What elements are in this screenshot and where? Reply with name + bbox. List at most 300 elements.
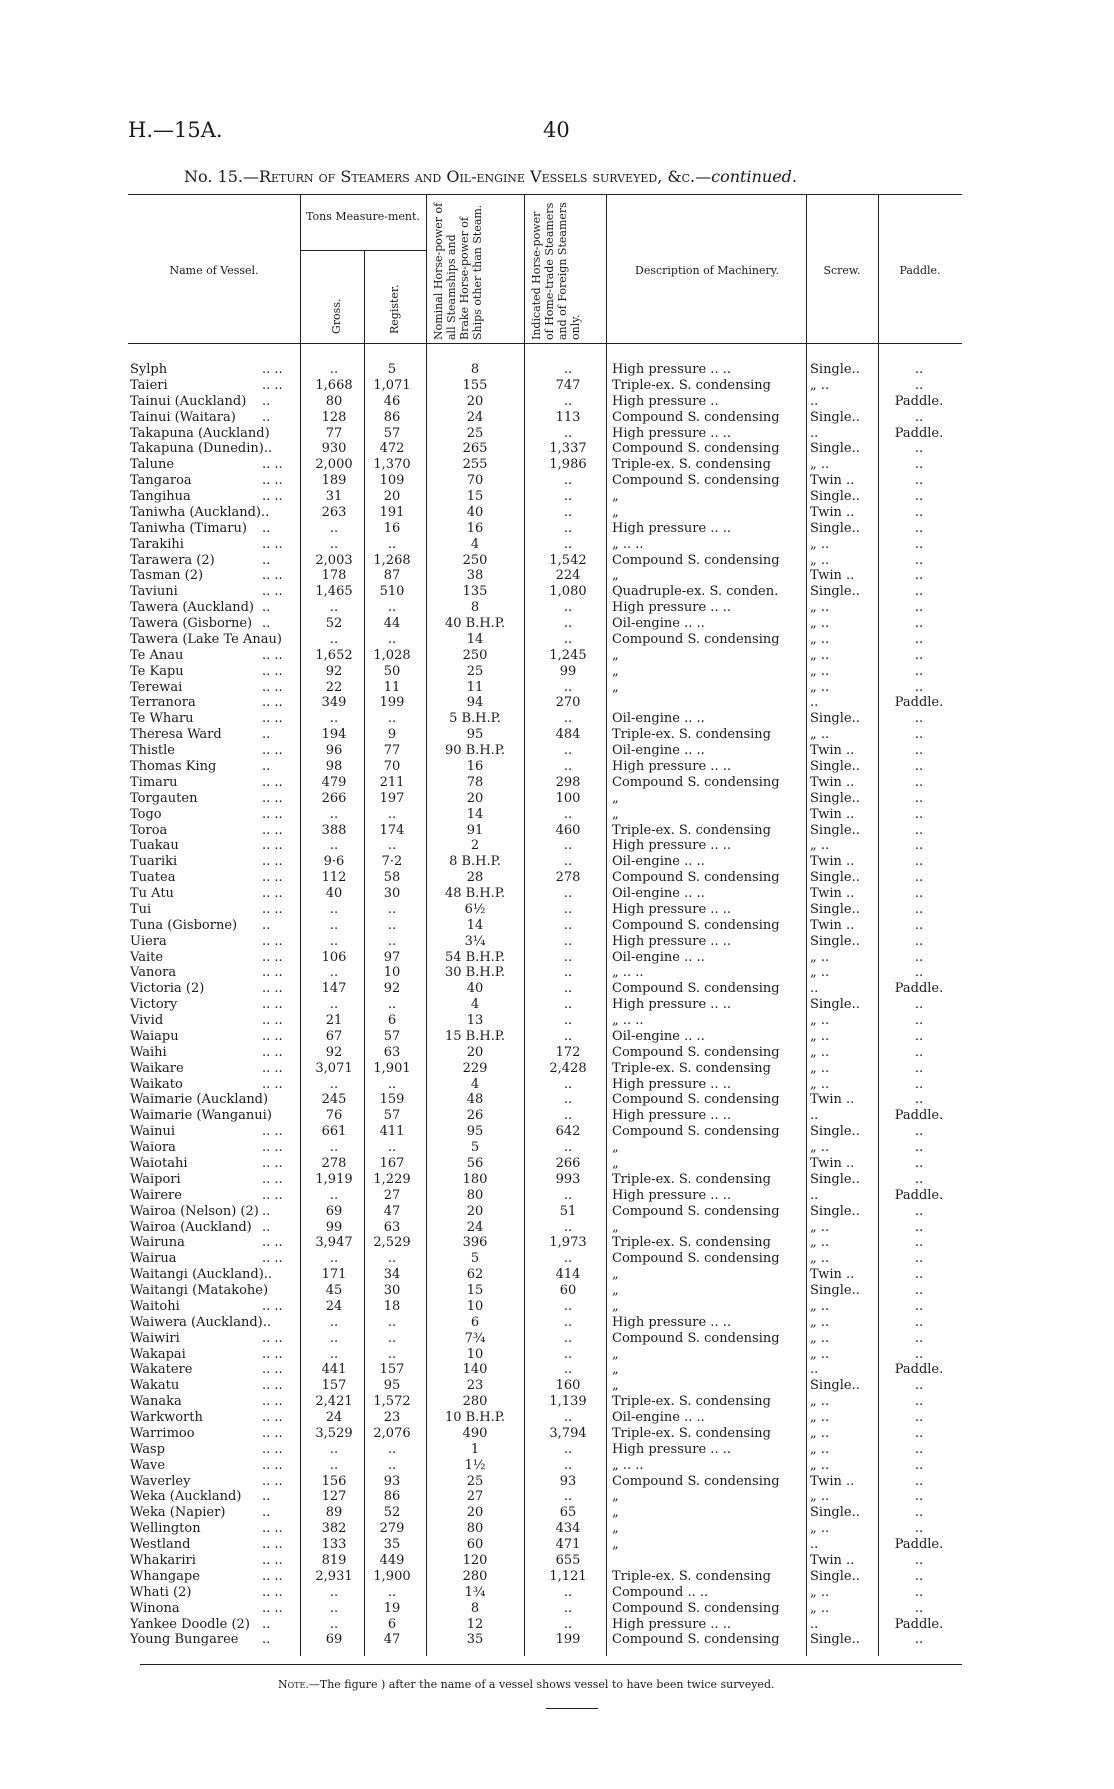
machinery: Triple-ex. S. condensing	[612, 1568, 771, 1584]
paddle: ..	[914, 1441, 924, 1457]
nominal-hp: 1½	[464, 1457, 486, 1473]
nominal-hp: 60	[466, 1537, 484, 1553]
nominal-hp: 90 B.H.P.	[444, 743, 506, 759]
gross-tons: 3,529	[315, 1425, 353, 1441]
machinery: High pressure .. ..	[612, 759, 731, 774]
table-row	[0, 1378, 1114, 1394]
screw: „ ..	[810, 1489, 830, 1505]
paddle: ..	[914, 759, 924, 774]
nominal-hp: 10	[466, 1298, 484, 1314]
machinery: „	[612, 1267, 619, 1283]
paddle: ..	[914, 552, 924, 568]
gross-tons: ..	[329, 838, 339, 854]
table-row	[0, 426, 1114, 442]
register-tons: 19	[383, 1600, 401, 1616]
register-tons: 47	[383, 1203, 401, 1219]
leader-dots: .. ..	[262, 568, 283, 584]
vessel-name: Taieri	[130, 377, 168, 393]
vessel-name: Tawera (Gisborne)	[130, 616, 253, 632]
machinery: Triple-ex. S. condensing	[612, 1425, 771, 1441]
indicated-hp: ..	[563, 1140, 573, 1156]
machinery: „ .. ..	[612, 1013, 644, 1029]
gross-tons: 388	[321, 822, 347, 838]
vessel-name: Young Bungaree	[130, 1632, 239, 1648]
indicated-hp: 414	[555, 1267, 581, 1283]
machinery: Compound S. condensing	[612, 1632, 780, 1648]
leader-dots: .. ..	[262, 1473, 283, 1489]
gross-tons: ..	[329, 536, 339, 552]
table-row	[0, 1029, 1114, 1045]
vessel-name: Tu Atu	[130, 886, 174, 902]
table-row	[0, 775, 1114, 791]
indicated-hp: 172	[555, 1044, 581, 1060]
vessel-name: Thistle	[130, 743, 175, 759]
col-header-machinery: Description of Machinery.	[635, 264, 779, 277]
table-row	[0, 616, 1114, 632]
leader-dots: .. ..	[262, 1076, 283, 1092]
leader-dots: .. ..	[262, 1298, 283, 1314]
table-row	[0, 1283, 1114, 1299]
machinery: „	[612, 1521, 619, 1537]
register-tons: ..	[387, 1441, 397, 1457]
table-row	[0, 1632, 1114, 1648]
vessel-name: Waitohi	[130, 1298, 180, 1314]
screw: Single..	[810, 584, 860, 600]
nominal-hp: 23	[466, 1378, 484, 1394]
screw: „ ..	[810, 1346, 830, 1362]
register-tons: 1,071	[373, 377, 411, 393]
top-rule	[128, 194, 962, 195]
leader-dots: .. ..	[262, 901, 283, 917]
vessel-name: Torgauten	[130, 790, 198, 806]
machinery: Compound .. ..	[612, 1584, 709, 1600]
vessel-name: Theresa Ward	[130, 727, 222, 743]
paddle: ..	[914, 917, 924, 933]
register-tons: 86	[383, 1489, 401, 1505]
gross-tons: 69	[325, 1203, 343, 1219]
paddle: ..	[914, 536, 924, 552]
tons-sub-rule	[300, 250, 426, 251]
leader-dots: .. ..	[262, 933, 283, 949]
register-tons: 1,028	[373, 647, 411, 663]
machinery: Triple-ex. S. condensing	[612, 1060, 771, 1076]
table-row	[0, 441, 1114, 457]
leader-dots: .. ..	[262, 1330, 283, 1346]
table-row	[0, 1315, 1114, 1331]
screw: ..	[810, 695, 819, 711]
leader-dots: ..	[262, 552, 271, 568]
table-row	[0, 1188, 1114, 1204]
gross-tons: ..	[329, 1330, 339, 1346]
paddle: ..	[914, 1028, 924, 1044]
gross-tons: ..	[329, 1441, 339, 1457]
leader-dots: .. ..	[262, 1235, 283, 1251]
col-header-gross: Gross.	[330, 298, 343, 334]
leader-dots: .. ..	[262, 886, 283, 902]
machinery: Oil-engine .. ..	[612, 1028, 705, 1044]
nominal-hp: 8	[470, 600, 480, 616]
register-tons: 50	[383, 663, 401, 679]
leader-dots: .. ..	[262, 838, 283, 854]
register-tons: 191	[379, 504, 405, 520]
table-row	[0, 711, 1114, 727]
nominal-hp: 30 B.H.P.	[444, 965, 506, 981]
nominal-hp: 490	[462, 1425, 488, 1441]
table-row	[0, 505, 1114, 521]
nominal-hp: 3¼	[464, 933, 486, 949]
leader-dots: .. ..	[262, 1044, 283, 1060]
register-tons: 1,229	[373, 1171, 411, 1187]
gross-tons: 92	[325, 1044, 343, 1060]
register-tons: 10	[383, 965, 401, 981]
paddle: ..	[914, 1298, 924, 1314]
nominal-hp: 24	[466, 1219, 484, 1235]
register-tons: 1,370	[373, 457, 411, 473]
vessel-name: Vivid	[130, 1013, 164, 1029]
register-tons: 411	[379, 1124, 405, 1140]
leader-dots: .. ..	[262, 1156, 283, 1171]
register-tons: 2,529	[373, 1235, 411, 1251]
nominal-hp: 20	[466, 393, 484, 409]
screw: Single..	[810, 711, 860, 727]
table-row	[0, 1061, 1114, 1077]
nominal-hp: 54 B.H.P.	[444, 949, 506, 965]
paddle: ..	[914, 504, 924, 520]
leader-dots: .. ..	[262, 362, 283, 377]
register-tons: ..	[387, 1457, 397, 1473]
table-row	[0, 1458, 1114, 1474]
leader-dots: ..	[262, 1219, 271, 1235]
paddle: ..	[914, 1553, 924, 1568]
gross-tons: 112	[321, 870, 347, 886]
table-row	[0, 394, 1114, 410]
leader-dots: .. ..	[262, 1394, 283, 1410]
indicated-hp: 51	[559, 1203, 577, 1219]
nominal-hp: 5 B.H.P.	[449, 711, 501, 727]
vessel-name: Weka (Napier)	[130, 1505, 226, 1521]
gross-tons: 127	[321, 1489, 347, 1505]
paddle: ..	[914, 1410, 924, 1426]
gross-tons: 479	[321, 774, 347, 790]
table-row	[0, 807, 1114, 823]
indicated-hp: ..	[563, 1298, 573, 1314]
table-row	[0, 1569, 1114, 1585]
machinery: „	[612, 1346, 619, 1362]
leader-dots: ..	[262, 409, 271, 425]
paddle: ..	[914, 997, 924, 1013]
leader-dots: ..	[262, 917, 271, 933]
machinery: „ .. ..	[612, 536, 644, 552]
gross-tons: 99	[325, 1219, 343, 1235]
register-tons: ..	[387, 838, 397, 854]
vessel-name: Toroa	[130, 822, 168, 838]
table-row	[0, 997, 1114, 1013]
nominal-hp: 255	[462, 457, 488, 473]
indicated-hp: 270	[555, 695, 581, 711]
register-tons: ..	[387, 901, 397, 917]
gross-tons: 278	[321, 1156, 347, 1171]
nominal-hp: 25	[466, 663, 484, 679]
leader-dots: .. ..	[262, 1013, 283, 1029]
leader-dots: .. ..	[262, 1378, 283, 1394]
gross-tons: ..	[329, 1600, 339, 1616]
table-row	[0, 1585, 1114, 1601]
gross-tons: 40	[325, 886, 343, 902]
nominal-hp: 40	[466, 504, 484, 520]
indicated-hp: ..	[563, 616, 573, 632]
leader-dots: .. ..	[262, 870, 283, 886]
table-row	[0, 950, 1114, 966]
leader-dots: .. ..	[262, 743, 283, 759]
table-row	[0, 410, 1114, 426]
machinery: „	[612, 568, 619, 584]
screw: Single..	[810, 409, 860, 425]
paddle: ..	[914, 1140, 924, 1156]
screw: ..	[810, 981, 819, 997]
register-tons: 57	[383, 1028, 401, 1044]
register-tons: 197	[379, 790, 405, 806]
register-tons: ..	[387, 1330, 397, 1346]
paddle: ..	[914, 1584, 924, 1600]
screw: „ ..	[810, 727, 830, 743]
screw: ..	[810, 1108, 819, 1124]
indicated-hp: 1,542	[549, 552, 587, 568]
screw: „ ..	[810, 1410, 830, 1426]
paddle: ..	[914, 441, 924, 457]
register-tons: ..	[387, 1076, 397, 1092]
vessel-name: Wairuna	[130, 1235, 185, 1251]
machinery: „	[612, 489, 619, 505]
table-row	[0, 1156, 1114, 1172]
indicated-hp: ..	[563, 1600, 573, 1616]
screw: „ ..	[810, 631, 830, 647]
gross-tons: 45	[325, 1283, 343, 1299]
indicated-hp: 471	[555, 1537, 581, 1553]
table-row	[0, 981, 1114, 997]
screw: ..	[810, 1187, 819, 1203]
screw: „ ..	[810, 1394, 830, 1410]
nominal-hp: 280	[462, 1394, 488, 1410]
gross-tons: 2,421	[315, 1394, 353, 1410]
table-row	[0, 1394, 1114, 1410]
vessel-name: Waimarie (Wanganui)	[130, 1108, 272, 1124]
machinery: „	[612, 1505, 619, 1521]
gross-tons: 22	[325, 679, 343, 695]
gross-tons: ..	[329, 711, 339, 727]
screw: „ ..	[810, 838, 830, 854]
paddle: ..	[914, 1314, 924, 1330]
table-row	[0, 743, 1114, 759]
paddle: ..	[914, 886, 924, 902]
gross-tons: ..	[329, 1584, 339, 1600]
register-tons: 70	[383, 759, 401, 774]
paddle: ..	[914, 1124, 924, 1140]
leader-dots: .. ..	[262, 1140, 283, 1156]
register-tons: 87	[383, 568, 401, 584]
register-tons: 449	[379, 1553, 405, 1568]
screw: „ ..	[810, 1219, 830, 1235]
nominal-hp: 265	[462, 441, 488, 457]
indicated-hp: ..	[563, 1219, 573, 1235]
machinery: Oil-engine .. ..	[612, 1410, 705, 1426]
gross-tons: 92	[325, 663, 343, 679]
leader-dots: .. ..	[262, 663, 283, 679]
nominal-hp: 62	[466, 1267, 484, 1283]
screw: Single..	[810, 870, 860, 886]
register-tons: 16	[383, 520, 401, 536]
register-tons: ..	[387, 1140, 397, 1156]
paddle: ..	[914, 774, 924, 790]
vessel-name: Whati (2)	[130, 1584, 192, 1600]
indicated-hp: ..	[563, 520, 573, 536]
nominal-hp: 56	[466, 1156, 484, 1171]
register-tons: 63	[383, 1044, 401, 1060]
paddle: ..	[914, 901, 924, 917]
indicated-hp: 160	[555, 1378, 581, 1394]
screw: Twin ..	[810, 1553, 855, 1568]
vessel-name: Tui	[130, 901, 152, 917]
machinery: Compound S. condensing	[612, 631, 780, 647]
table-row	[0, 838, 1114, 854]
screw: Single..	[810, 901, 860, 917]
leader-dots: .. ..	[262, 1251, 283, 1267]
paddle: ..	[914, 1076, 924, 1092]
gross-tons: ..	[329, 901, 339, 917]
nominal-hp: 11	[466, 679, 484, 695]
table-row	[0, 823, 1114, 839]
paddle: Paddle.	[894, 695, 944, 711]
table-row	[0, 1474, 1114, 1490]
nominal-hp: 48	[466, 1092, 484, 1108]
nominal-hp: 396	[462, 1235, 488, 1251]
nominal-hp: 38	[466, 568, 484, 584]
screw: Twin ..	[810, 568, 855, 584]
nominal-hp: 1	[470, 1441, 480, 1457]
indicated-hp: 747	[555, 377, 581, 393]
table-row	[0, 568, 1114, 584]
machinery: Oil-engine .. ..	[612, 886, 705, 902]
indicated-hp: ..	[563, 854, 573, 870]
paddle: Paddle.	[894, 1537, 944, 1553]
table-title	[184, 167, 797, 186]
vessel-name: Togo	[130, 806, 162, 822]
screw: „ ..	[810, 1013, 830, 1029]
indicated-hp: ..	[563, 1076, 573, 1092]
table-row	[0, 680, 1114, 696]
register-tons: 5	[387, 362, 397, 377]
screw: Single..	[810, 1505, 860, 1521]
screw: „ ..	[810, 1235, 830, 1251]
screw: Single..	[810, 1283, 860, 1299]
gross-tons: ..	[329, 1140, 339, 1156]
machinery: Triple-ex. S. condensing	[612, 1171, 771, 1187]
table-row	[0, 854, 1114, 870]
screw: Twin ..	[810, 1473, 855, 1489]
machinery: „	[612, 1362, 619, 1378]
gross-tons: 189	[321, 473, 347, 489]
register-tons: 7·2	[381, 854, 403, 870]
register-tons: 86	[383, 409, 401, 425]
vessel-name: Winona	[130, 1600, 180, 1616]
machinery: Compound S. condensing	[612, 1044, 780, 1060]
gross-tons: 194	[321, 727, 347, 743]
vessel-name: Waipori	[130, 1171, 181, 1187]
nominal-hp: 15 B.H.P.	[444, 1028, 506, 1044]
paddle: Paddle.	[894, 393, 944, 409]
indicated-hp: ..	[563, 425, 573, 441]
paddle: ..	[914, 727, 924, 743]
register-tons: 18	[383, 1298, 401, 1314]
machinery: High pressure .. ..	[612, 838, 731, 854]
indicated-hp: 1,986	[549, 457, 587, 473]
indicated-hp: 60	[559, 1283, 577, 1299]
table-row	[0, 1505, 1114, 1521]
gross-tons: 21	[325, 1013, 343, 1029]
indicated-hp: ..	[563, 536, 573, 552]
register-tons: 63	[383, 1219, 401, 1235]
leader-dots: .. ..	[262, 806, 283, 822]
vessel-name: Terewai	[130, 679, 183, 695]
col-header-paddle: Paddle.	[899, 264, 941, 277]
paddle: ..	[914, 1600, 924, 1616]
gross-tons: 133	[321, 1537, 347, 1553]
screw: „ ..	[810, 1076, 830, 1092]
indicated-hp: 1,245	[549, 647, 587, 663]
screw: „ ..	[810, 552, 830, 568]
vessel-name: Waikato	[130, 1076, 183, 1092]
gross-tons: ..	[329, 806, 339, 822]
gross-tons: 1,919	[315, 1171, 353, 1187]
paddle: ..	[914, 965, 924, 981]
table-row	[0, 1220, 1114, 1236]
gross-tons: ..	[329, 1616, 339, 1632]
title-prefix: No. 15.—	[184, 167, 259, 186]
col-header-tons: Tons Measure-ment.	[306, 210, 420, 223]
register-tons: 35	[383, 1537, 401, 1553]
paddle: ..	[914, 1378, 924, 1394]
leader-dots: .. ..	[262, 711, 283, 727]
gross-tons: ..	[329, 1346, 339, 1362]
paddle: Paddle.	[894, 1108, 944, 1124]
leader-dots: .. ..	[262, 647, 283, 663]
table-row	[0, 632, 1114, 648]
indicated-hp: ..	[563, 917, 573, 933]
footnote-lead: Note.	[278, 1678, 309, 1691]
register-tons: ..	[387, 933, 397, 949]
screw: Single..	[810, 1568, 860, 1584]
nominal-hp: 20	[466, 1203, 484, 1219]
indicated-hp: ..	[563, 600, 573, 616]
nominal-hp: 94	[466, 695, 484, 711]
vessel-name: Te Wharu	[130, 711, 194, 727]
leader-dots: ..	[262, 600, 271, 616]
table-row	[0, 473, 1114, 489]
table-row	[0, 600, 1114, 616]
paddle: ..	[914, 1505, 924, 1521]
screw: Twin ..	[810, 473, 855, 489]
register-tons: 97	[383, 949, 401, 965]
gross-tons: 245	[321, 1092, 347, 1108]
indicated-hp: ..	[563, 901, 573, 917]
paddle: ..	[914, 1346, 924, 1362]
machinery: High pressure .. ..	[612, 1314, 731, 1330]
table-row	[0, 886, 1114, 902]
nominal-hp: 20	[466, 1505, 484, 1521]
screw: Single..	[810, 759, 860, 774]
register-tons: 95	[383, 1378, 401, 1394]
paddle: ..	[914, 473, 924, 489]
indicated-hp: ..	[563, 933, 573, 949]
